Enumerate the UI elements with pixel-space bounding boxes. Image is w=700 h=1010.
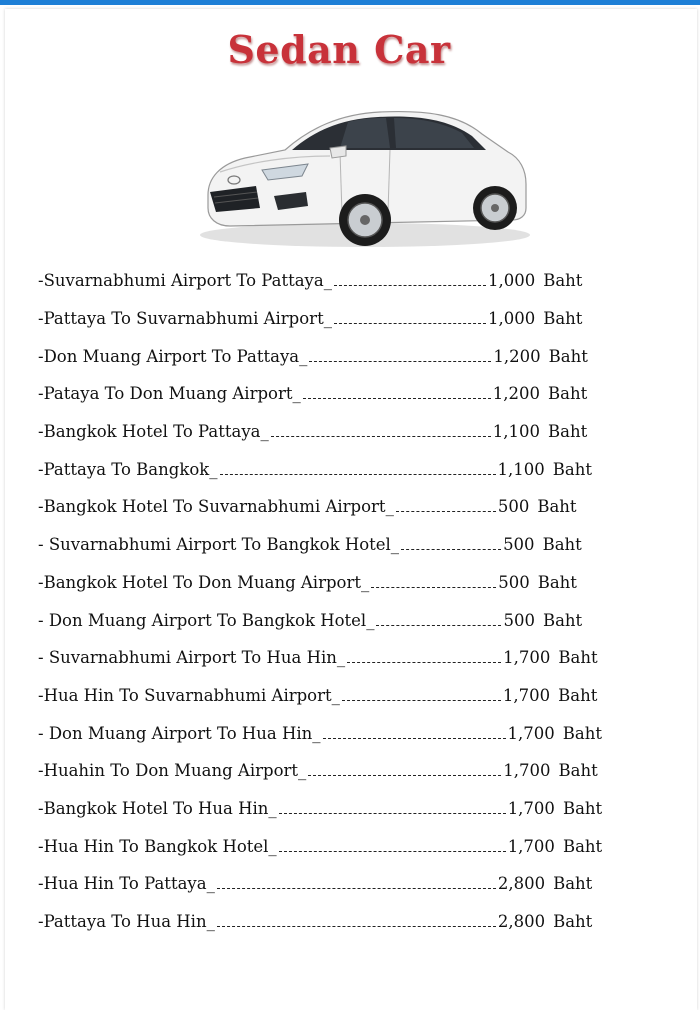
price-unit: Baht xyxy=(537,572,577,592)
route-label: - Don Muang Airport To Hua Hin_ xyxy=(38,723,321,743)
route-label: - Suvarnabhumi Airport To Hua Hin_ xyxy=(38,648,346,668)
route-label: -Hua Hin To Pattaya_ xyxy=(38,874,215,894)
route-price: 1,700 xyxy=(503,761,551,781)
route-row xyxy=(38,714,678,752)
route-row xyxy=(38,300,678,338)
route-label: -Bangkok Hotel To Hua Hin_ xyxy=(38,798,277,818)
route-price: 1,200 xyxy=(493,346,541,366)
sedan-car-icon xyxy=(190,100,535,250)
price-unit: Baht xyxy=(553,874,593,894)
route-label: -Hua Hin To Bangkok Hotel_ xyxy=(38,836,277,856)
leader-line xyxy=(279,812,506,814)
route-row xyxy=(38,262,678,300)
price-unit: Baht xyxy=(543,309,583,329)
route-price: 2,800 xyxy=(497,912,546,932)
route-price: 1,700 xyxy=(503,648,551,668)
route-row xyxy=(38,827,678,865)
route-row xyxy=(38,564,678,602)
price-unit: Baht xyxy=(558,648,598,668)
route-row xyxy=(38,903,678,941)
leader-line xyxy=(334,284,486,286)
leader-line xyxy=(217,887,496,889)
route-label: -Bangkok Hotel To Suvarnabhumi Airport_ xyxy=(38,497,394,517)
price-unit: Baht xyxy=(547,384,588,404)
route-row xyxy=(38,677,678,715)
leader-line xyxy=(396,510,496,512)
route-label: - Suvarnabhumi Airport To Bangkok Hotel_ xyxy=(38,535,400,555)
top-accent-bar xyxy=(0,0,700,5)
price-unit: Baht xyxy=(542,610,583,630)
route-label: -Pattaya To Hua Hin_ xyxy=(38,912,215,932)
leader-line xyxy=(342,699,501,701)
leader-line xyxy=(401,548,501,550)
price-unit: Baht xyxy=(552,459,592,479)
leader-line xyxy=(376,624,501,626)
price-unit: Baht xyxy=(548,346,588,366)
price-unit: Baht xyxy=(537,497,577,517)
route-price: 500 xyxy=(503,610,535,630)
leader-line xyxy=(309,360,491,362)
route-label: -Bangkok Hotel To Pattaya_ xyxy=(38,422,269,442)
route-label: -Hua Hin To Suvarnabhumi Airport_ xyxy=(38,685,340,705)
route-row xyxy=(38,488,678,526)
price-list xyxy=(38,262,678,940)
leader-line xyxy=(308,774,501,776)
leader-line xyxy=(334,322,486,324)
leader-line xyxy=(323,737,506,739)
price-unit: Baht xyxy=(562,836,603,856)
route-row xyxy=(38,526,678,564)
leader-line xyxy=(217,925,496,927)
route-row xyxy=(38,752,678,790)
price-unit: Baht xyxy=(562,723,603,743)
route-price: 2,800 xyxy=(497,874,546,894)
route-row xyxy=(38,639,678,677)
route-price: 1,100 xyxy=(492,422,541,442)
route-row xyxy=(38,337,678,375)
route-price: 1,200 xyxy=(492,384,540,404)
leader-line xyxy=(347,661,501,663)
route-row xyxy=(38,413,678,451)
price-unit: Baht xyxy=(548,422,588,442)
leader-line xyxy=(279,850,506,852)
price-unit: Baht xyxy=(562,798,603,818)
route-label: -Suvarnabhumi Airport To Pattaya_ xyxy=(38,271,332,291)
route-row xyxy=(38,450,678,488)
route-row xyxy=(38,601,678,639)
route-label: -Pattaya To Bangkok_ xyxy=(38,459,218,479)
route-price: 500 xyxy=(497,497,530,517)
route-label: -Bangkok Hotel To Don Muang Airport_ xyxy=(38,572,370,592)
route-price: 500 xyxy=(498,572,530,592)
page-title: Sedan Car xyxy=(227,27,451,72)
price-unit: Baht xyxy=(543,271,583,291)
price-unit: Baht xyxy=(553,912,593,932)
route-price: 1,700 xyxy=(507,798,555,818)
price-unit: Baht xyxy=(558,761,598,781)
route-label: -Don Muang Airport To Pattaya_ xyxy=(38,346,308,366)
leader-line xyxy=(271,435,491,437)
route-label: - Don Muang Airport To Bangkok Hotel_ xyxy=(38,610,375,630)
leader-line xyxy=(303,397,491,399)
route-label: -Pattaya To Suvarnabhumi Airport_ xyxy=(38,309,332,329)
route-price: 1,700 xyxy=(507,723,555,743)
route-price: 1,000 xyxy=(487,309,536,329)
route-price: 1,100 xyxy=(497,459,545,479)
route-price: 1,700 xyxy=(507,836,555,856)
price-unit: Baht xyxy=(542,535,582,555)
document-sheet xyxy=(5,9,697,1010)
route-price: 500 xyxy=(503,535,535,555)
route-label: -Huahin To Don Muang Airport_ xyxy=(38,761,307,781)
route-price: 1,000 xyxy=(487,271,536,291)
price-unit: Baht xyxy=(558,685,598,705)
route-row xyxy=(38,865,678,903)
leader-line xyxy=(220,473,496,475)
route-row xyxy=(38,790,678,828)
route-price: 1,700 xyxy=(502,685,551,705)
route-label: -Pataya To Don Muang Airport_ xyxy=(38,384,301,404)
route-row xyxy=(38,375,678,413)
leader-line xyxy=(371,586,496,588)
